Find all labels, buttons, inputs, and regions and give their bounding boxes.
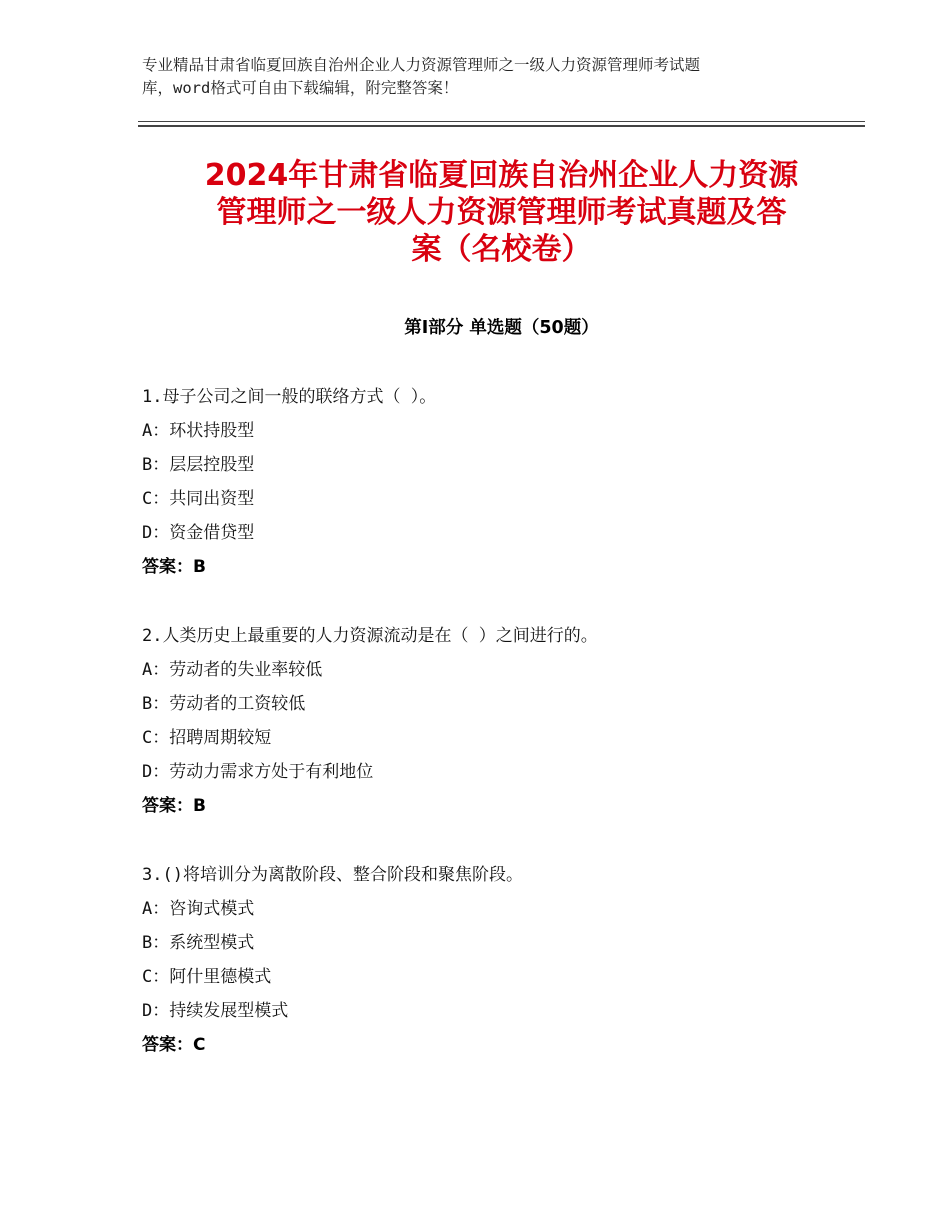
answer-label: 答案：B — [142, 557, 206, 577]
header-note — [142, 54, 822, 100]
option-d: D：资金借贷型 — [142, 523, 255, 543]
question-3 — [142, 858, 862, 1062]
question-2 — [142, 619, 862, 823]
option-c: C：共同出资型 — [142, 489, 255, 509]
header-divider-thick — [138, 125, 865, 127]
option-a: A：环状持股型 — [142, 421, 255, 441]
question-text: 2.人类历史上最重要的人力资源流动是在（ ）之间进行的。 — [142, 626, 598, 646]
option-b: B：劳动者的工资较低 — [142, 694, 306, 714]
header-note-line-2: 库，word格式可自由下载编辑，附完整答案！ — [142, 79, 459, 97]
answer-label: 答案：B — [142, 796, 206, 816]
option-a: A：咨询式模式 — [142, 899, 255, 919]
title-line-1: 2024年甘肃省临夏回族自治州企业人力资源 — [204, 158, 799, 193]
section-heading: 第Ⅰ部分 单选题（50题） — [404, 318, 599, 338]
option-b: B：系统型模式 — [142, 933, 255, 953]
option-c: C：阿什里德模式 — [142, 967, 272, 987]
option-b: B：层层控股型 — [142, 455, 255, 475]
option-d: D：劳动力需求方处于有利地位 — [142, 762, 374, 782]
title-line-2: 管理师之一级人力资源管理师考试真题及答 — [216, 195, 787, 230]
answer-label: 答案：C — [142, 1035, 206, 1055]
title-line-3: 案（名校卷） — [411, 232, 592, 267]
header-note-line-1: 专业精品甘肃省临夏回族自治州企业人力资源管理师之一级人力资源管理师考试题 — [142, 56, 701, 74]
header-divider-thin — [138, 121, 865, 122]
option-a: A：劳动者的失业率较低 — [142, 660, 323, 680]
question-text: 1.母子公司之间一般的联络方式（ ）。 — [142, 387, 437, 407]
question-text: 3.()将培训分为离散阶段、整合阶段和聚焦阶段。 — [142, 865, 523, 885]
document-title — [138, 157, 865, 268]
option-c: C：招聘周期较短 — [142, 728, 272, 748]
option-d: D：持续发展型模式 — [142, 1001, 289, 1021]
question-1 — [142, 380, 862, 584]
